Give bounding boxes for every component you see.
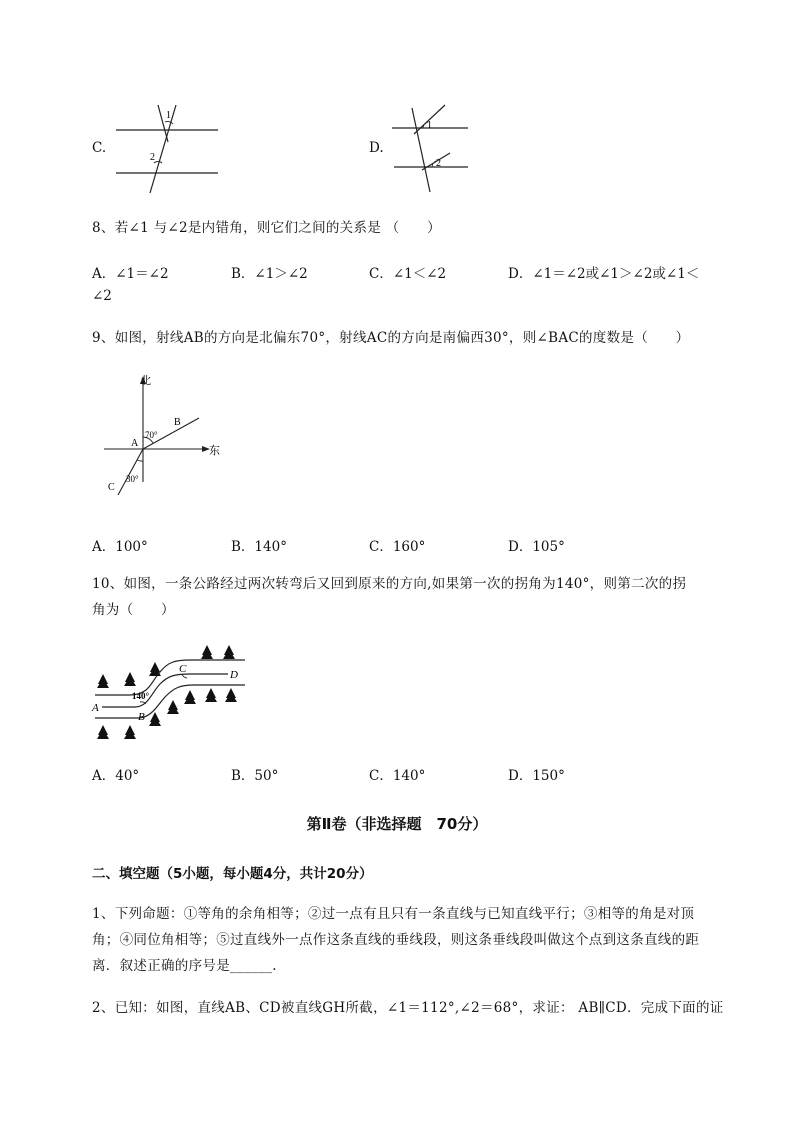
fill1-line1: 1、下列命题：①等角的余角相等；②过一点有且只有一条直线与已知直线平行；③相等的角是对顶 (92, 906, 695, 922)
q9-option-d: D．105° (508, 539, 565, 555)
q8-question: 8、若∠1 与∠2是内错角，则它们之间的关系是 （ ） (92, 220, 441, 236)
part2-title: 第Ⅱ卷（非选择题 70分） (306, 815, 488, 833)
q7-option-c-label: C. (92, 140, 107, 156)
q9-figure (96, 370, 226, 500)
point-a: A (131, 438, 139, 449)
q10-question-line2: 角为（ ） (92, 602, 175, 618)
q8-option-b: B．∠1＞∠2 (231, 266, 308, 282)
q10-option-a: A．40° (92, 768, 140, 784)
east-label: 东 (209, 445, 220, 457)
point-c: C (108, 482, 115, 493)
fig-c-angle1: 1 (166, 110, 171, 121)
q9-option-a: A．100° (92, 539, 148, 555)
q10-option-d: D．150° (508, 768, 565, 784)
north-label: 北 (140, 375, 151, 387)
q10-question-line1: 10、如图，一条公路经过两次转弯后又回到原来的方向,如果第一次的拐角为140°，则第二次的拐 (92, 576, 687, 592)
q8-option-d: D．∠1＝∠2或∠1＞∠2或∠1＜ (508, 266, 700, 282)
q10-road-figure (90, 640, 250, 745)
q8-option-c: C．∠1＜∠2 (369, 266, 447, 282)
fill2-line1: 2、已知：如图，直线AB、CD被直线GH所截，∠1＝112°,∠2＝68°，求证： AB∥CD．完成下面的证 (92, 1000, 724, 1016)
q10-option-c: C．140° (369, 768, 426, 784)
q8-option-a: A．∠1＝∠2 (92, 266, 169, 282)
road-point-a: A (92, 702, 99, 714)
road-point-b: B (138, 711, 145, 723)
q7-option-d-label: D. (369, 140, 384, 156)
fig-d-angle2: 2 (436, 158, 441, 169)
q8-option-d-continued: ∠2 (92, 288, 112, 304)
road-angle-140: 140° (132, 691, 150, 701)
q9-option-b: B．140° (231, 539, 287, 555)
q7-figure-c (110, 100, 222, 195)
fig-c-angle2: 2 (150, 152, 155, 163)
q10-option-b: B．50° (231, 768, 279, 784)
q9-question: 9、如图，射线AB的方向是北偏东70°，射线AC的方向是南偏西30°，则∠BAC的度数是（ ） (92, 330, 690, 346)
q7-figure-d (390, 100, 472, 195)
fill1-line2: 角；④同位角相等；⑤过直线外一点作这条直线的垂线段，则这条垂线段叫做这个点到这条直线的距 (92, 932, 700, 948)
tree-icon (97, 645, 237, 739)
angle-70: 70° (145, 430, 158, 440)
road-point-c: C (179, 663, 187, 675)
section2-heading: 二、填空题（5小题，每小题4分，共计20分） (92, 866, 373, 882)
fill1-line3: 离．叙述正确的序号是______. (92, 958, 277, 974)
q9-option-c: C．160° (369, 539, 426, 555)
point-b: B (174, 417, 181, 428)
road-point-d: D (230, 669, 238, 681)
angle-30: 30° (126, 474, 139, 484)
fig-d-angle1: 1 (427, 120, 432, 131)
